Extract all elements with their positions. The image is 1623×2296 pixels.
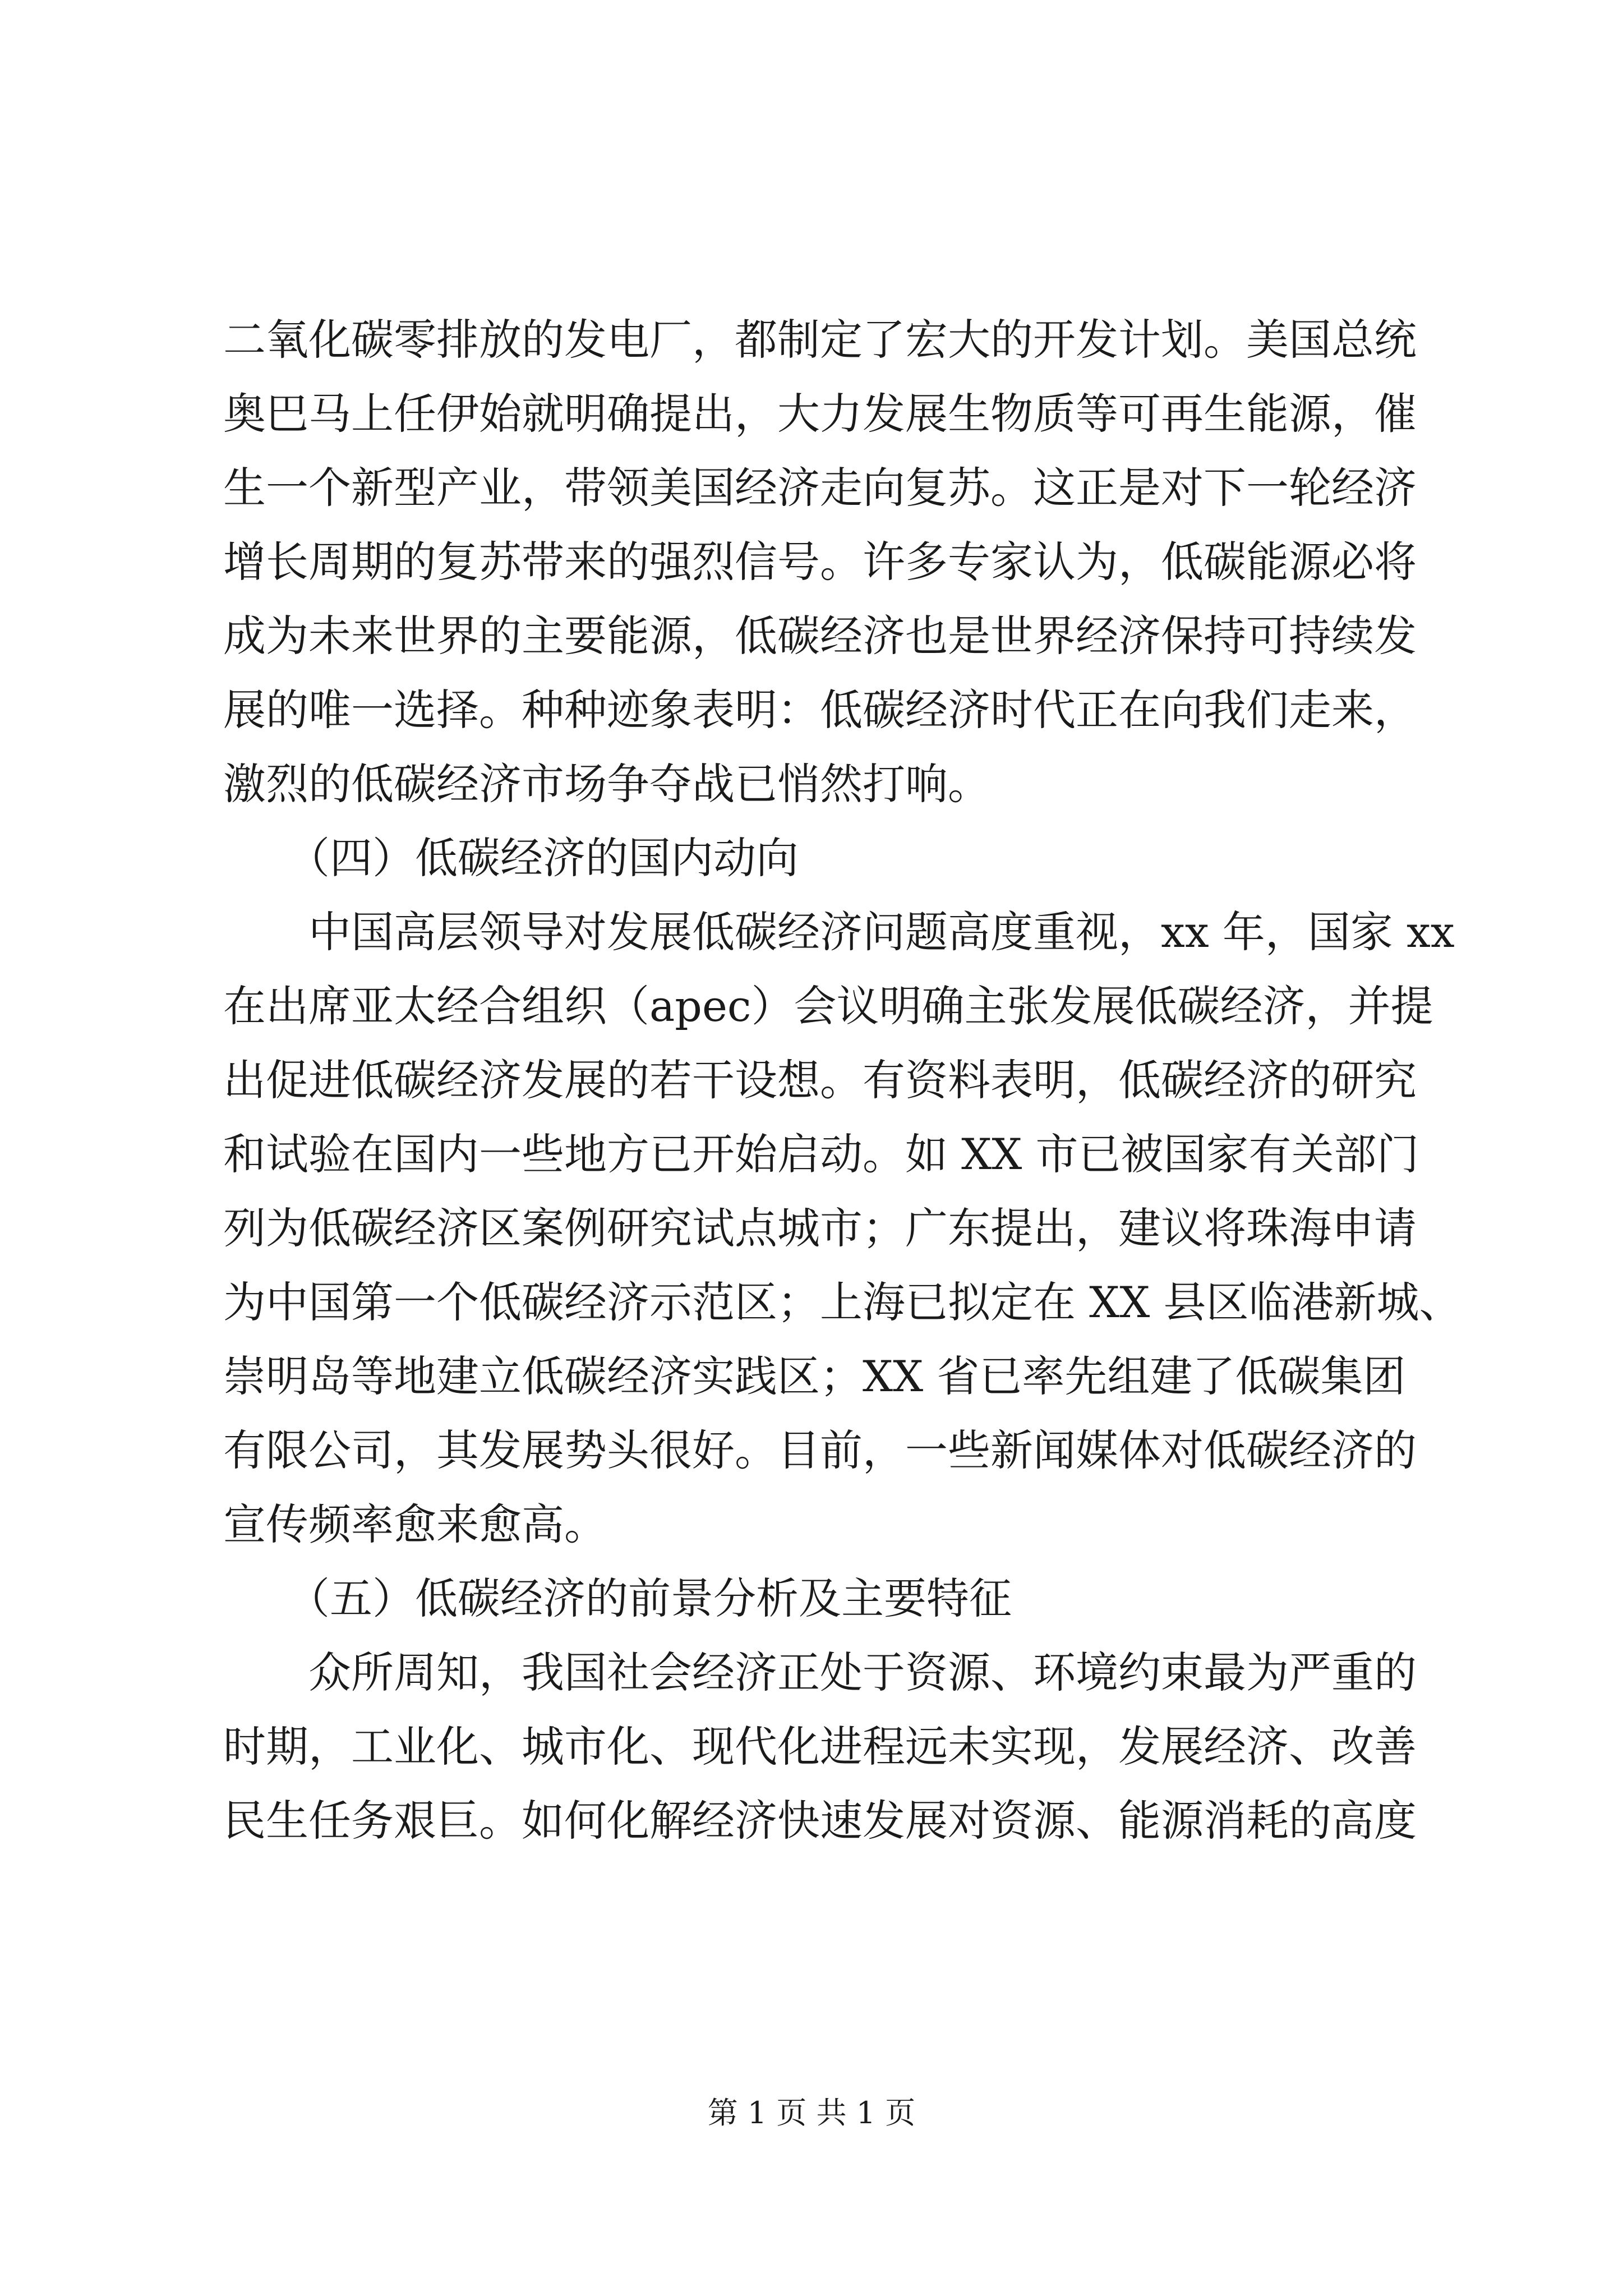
body-line: 崇明岛等地建立低碳经济实践区；XX 省已率先组建了低碳集团 <box>223 1351 1406 1401</box>
body-line: 生一个新型产业，带领美国经济走向复苏。这正是对下一轮经济 <box>223 463 1417 513</box>
body-line: 有限公司，其发展势头很好。目前，一些新闻媒体对低碳经济的 <box>223 1425 1417 1475</box>
page-footer: 第 1 页 共 1 页 <box>707 2095 916 2131</box>
section-heading: （五）低碳经济的前景分析及主要特征 <box>223 1573 1012 1623</box>
body-line: 民生任务艰巨。如何化解经济快速发展对资源、能源消耗的高度 <box>223 1796 1417 1846</box>
body-line: 出促进低碳经济发展的若干设想。有资料表明，低碳经济的研究 <box>223 1055 1417 1105</box>
body-line: 增长周期的复苏带来的强烈信号。许多专家认为，低碳能源必将 <box>223 537 1417 587</box>
body-line: 中国高层领导对发展低碳经济问题高度重视，xx 年，国家 xx <box>223 907 1455 957</box>
body-line: 和试验在国内一些地方已开始启动。如 XX 市已被国家有关部门 <box>223 1129 1419 1179</box>
body-line: 为中国第一个低碳经济示范区；上海已拟定在 XX 县区临港新城、 <box>223 1277 1462 1327</box>
body-line: 成为未来世界的主要能源，低碳经济也是世界经济保持可持续发 <box>223 611 1417 661</box>
section-heading: （四）低碳经济的国内动向 <box>223 833 799 883</box>
document-body <box>223 303 1462 1858</box>
body-line: 众所周知，我国社会经济正处于资源、环境约束最为严重的 <box>223 1648 1417 1697</box>
body-line: 列为低碳经济区案例研究试点城市；广东提出，建议将珠海申请 <box>223 1203 1417 1253</box>
body-line: 宣传频率愈来愈高。 <box>223 1499 607 1549</box>
body-line: 激烈的低碳经济市场争夺战已悄然打响。 <box>223 759 990 809</box>
body-line: 在出席亚太经合组织（apec）会议明确主张发展低碳经济，并提 <box>223 981 1433 1031</box>
body-line: 时期，工业化、城市化、现代化进程远未实现，发展经济、改善 <box>223 1722 1417 1772</box>
body-line: 展的唯一选择。种种迹象表明：低碳经济时代正在向我们走来， <box>223 685 1417 735</box>
body-line: 奥巴马上任伊始就明确提出，大力发展生物质等可再生能源，催 <box>223 389 1417 439</box>
body-line: 二氧化碳零排放的发电厂，都制定了宏大的开发计划。美国总统 <box>223 315 1417 365</box>
